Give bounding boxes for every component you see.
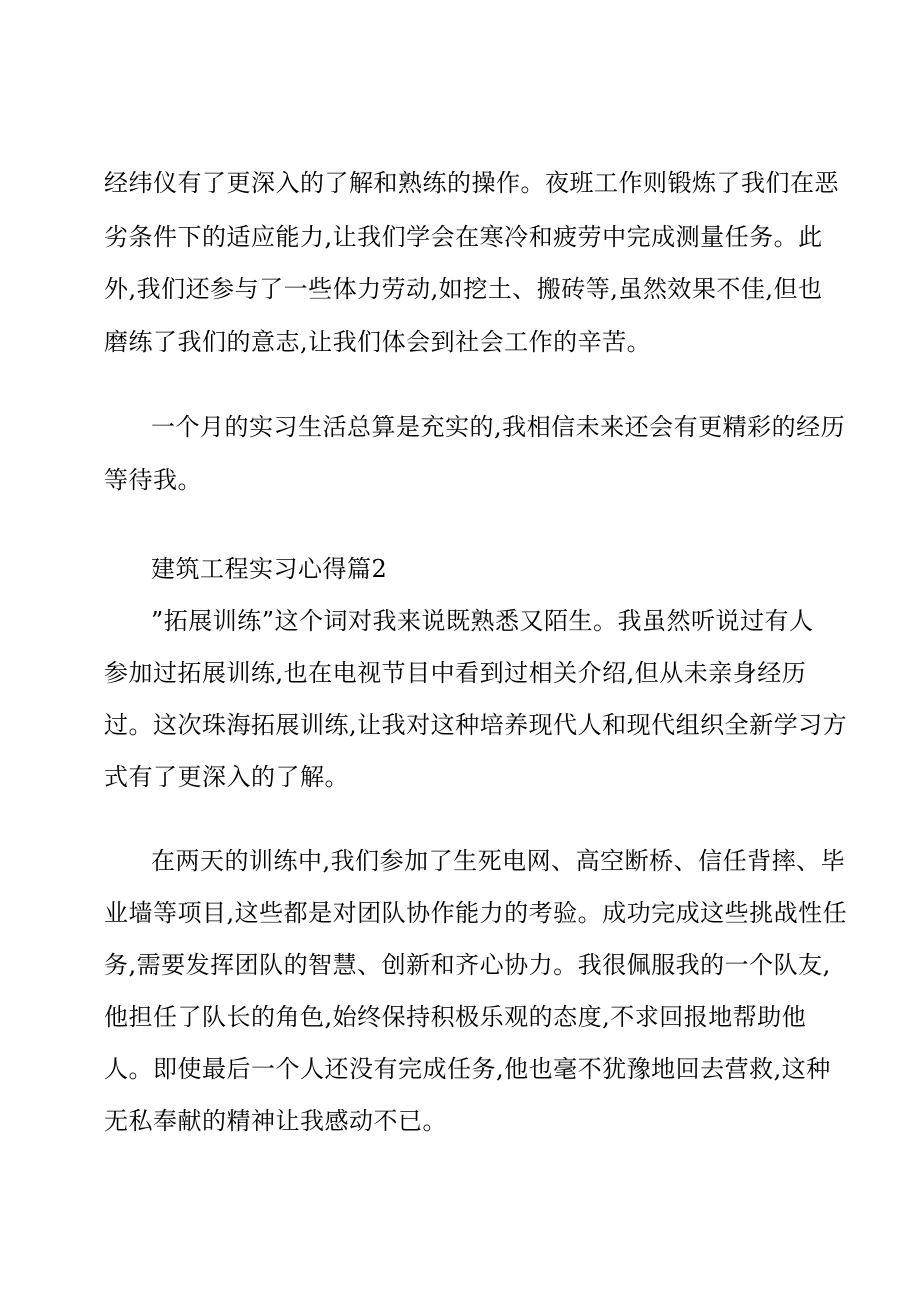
text-line: 等待我。: [104, 466, 202, 494]
section-heading-text: 建筑工程实习心得篇2: [151, 555, 388, 583]
text-line: 务,需要发挥团队的智慧、创新和齐心协力。我很佩服我的一个队友,: [104, 951, 831, 979]
text-line: 外,我们还参与了一些体力劳动,如挖土、搬砖等,虽然效果不佳,但也: [104, 275, 823, 303]
text-line: 他担任了队长的角色,始终保持积极乐观的态度,不求回报地帮助他: [104, 1003, 807, 1031]
text-line: 过。这次珠海拓展训练,让我对这种培养现代人和现代组织全新学习方: [104, 711, 848, 739]
text-line: 在两天的训练中,我们参加了生死电网、高空断桥、信任背摔、毕: [151, 847, 846, 875]
text-line: 一个月的实习生活总算是充实的,我相信未来还会有更精彩的经历: [151, 413, 846, 441]
text-line: 业墙等项目,这些都是对团队协作能力的考验。成功完成这些挑战性任: [104, 899, 848, 927]
text-line: 无私奉献的精神让我感动不已。: [104, 1107, 447, 1135]
text-line: 劣条件下的适应能力,让我们学会在寒冷和疲劳中完成测量任务。此: [104, 223, 823, 251]
text-line: 磨练了我们的意志,让我们体会到社会工作的辛苦。: [104, 328, 652, 356]
text-line: ”拓展训练”这个词对我来说既熟悉又陌生。我虽然听说过有人: [151, 607, 814, 635]
text-line: 参加过拓展训练,也在电视节目中看到过相关介绍,但从未亲身经历: [104, 659, 807, 687]
text-line: 式有了更深入的了解。: [104, 763, 349, 791]
text-line: 经纬仪有了更深入的了解和熟练的操作。夜班工作则锻炼了我们在恶: [104, 169, 839, 197]
text-line: 人。即使最后一个人还没有完成任务,他也毫不犹豫地回去营救,这种: [104, 1055, 831, 1083]
